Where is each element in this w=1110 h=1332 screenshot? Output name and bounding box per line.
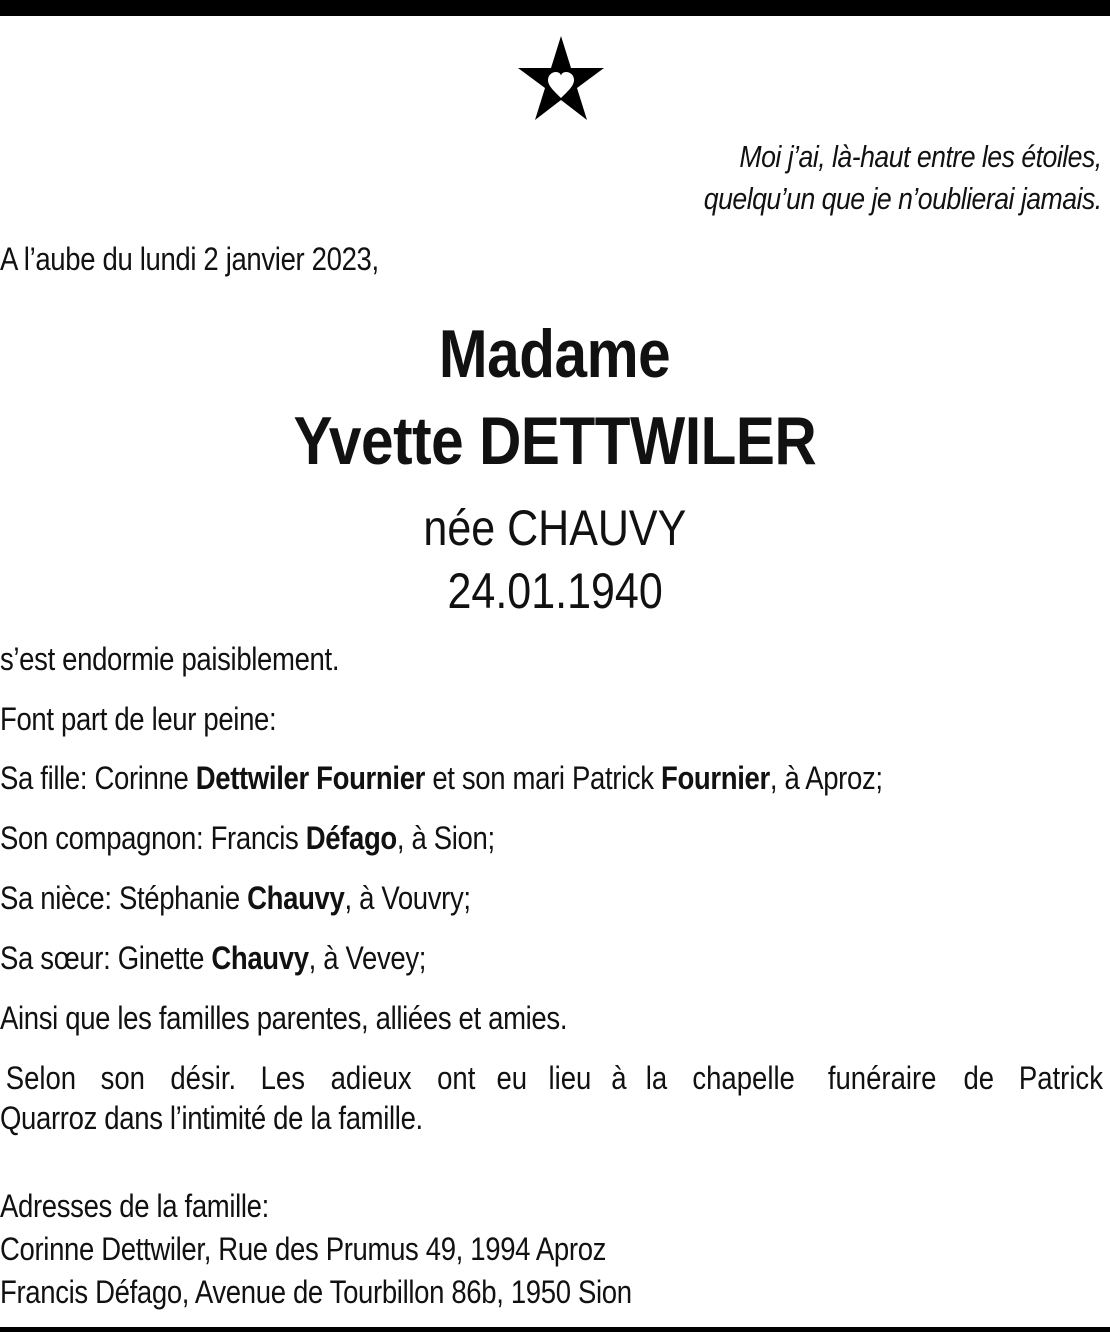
ceremony-word: funéraire <box>827 1060 937 1096</box>
quote-line-2: quelqu’un que je n’oublierai jamais. <box>704 181 1102 216</box>
top-rule <box>0 0 1110 16</box>
ceremony-word: de <box>963 1060 994 1096</box>
family-line-sister <box>0 938 426 978</box>
family-surname: Défago <box>305 820 397 856</box>
deceased-title-text: Madame <box>439 316 671 392</box>
deceased-name-text: Yvette DETTWILER <box>293 403 817 479</box>
ceremony-word: lieu <box>548 1060 592 1096</box>
ceremony-word: désir. <box>169 1060 236 1096</box>
ceremony-word: eu <box>496 1060 527 1096</box>
address-item: Francis Défago, Avenue de Tourbillon 86b, 1950 Sion <box>0 1274 632 1310</box>
announce-line: Font part de leur peine: <box>0 701 277 737</box>
family-surname: Fournier <box>660 760 770 796</box>
quote-line-1: Moi j’ai, là-haut entre les étoiles, <box>739 139 1102 174</box>
ceremony-word: adieux <box>330 1060 412 1096</box>
deceased-title <box>0 312 1110 396</box>
intro-line: A l’aube du lundi 2 janvier 2023, <box>0 241 379 277</box>
deceased-name <box>0 399 1110 483</box>
epigraph-quote <box>704 136 1102 220</box>
bottom-rule <box>0 1327 1110 1332</box>
passed-line: s’est endormie paisiblement. <box>0 641 340 677</box>
family-text: , à Vevey; <box>308 940 427 976</box>
ceremony-word: Patrick <box>1018 1060 1103 1096</box>
family-text: et son mari Patrick <box>425 760 661 796</box>
maiden-name-text: née CHAUVY <box>423 500 687 556</box>
family-text: Son compagnon: Francis <box>0 820 306 856</box>
family-text: Sa fille: Corinne <box>0 760 196 796</box>
relatives-line: Ainsi que les familles parentes, alliées et amies. <box>0 1000 568 1036</box>
star-with-heart-icon <box>516 34 606 122</box>
family-surname: Dettwiler Fournier <box>195 760 426 796</box>
ceremony-line-1 <box>0 1058 1110 1098</box>
ceremony-word: ont <box>436 1060 476 1096</box>
family-text: Sa sœur: Ginette <box>0 940 212 976</box>
family-text: , à Aproz; <box>769 760 883 796</box>
family-line-daughter <box>0 758 883 798</box>
family-text: , à Sion; <box>396 820 495 856</box>
birth-date <box>0 560 1110 622</box>
ceremony-word: à <box>611 1060 627 1096</box>
family-text: Sa nièce: Stéphanie <box>0 880 248 916</box>
ceremony-word: son <box>101 1060 146 1096</box>
address-item: Corinne Dettwiler, Rue des Prumus 49, 1994 Aproz <box>0 1231 607 1267</box>
ceremony-line-2: Quarroz dans l’intimité de la famille. <box>0 1100 423 1136</box>
ceremony-word: Selon <box>5 1060 77 1096</box>
ceremony-word: Les <box>260 1060 305 1096</box>
maiden-name <box>0 497 1110 559</box>
ceremony-word: la <box>645 1060 667 1096</box>
family-text: , à Vouvry; <box>344 880 471 916</box>
family-surname: Chauvy <box>247 880 345 916</box>
family-surname: Chauvy <box>211 940 309 976</box>
ceremony-paragraph <box>0 1058 1110 1098</box>
family-line-companion <box>0 818 495 858</box>
ceremony-word: chapelle <box>692 1060 796 1096</box>
family-line-niece <box>0 878 471 918</box>
addresses-heading: Adresses de la famille: <box>0 1188 269 1224</box>
birth-date-text: 24.01.1940 <box>447 563 663 619</box>
